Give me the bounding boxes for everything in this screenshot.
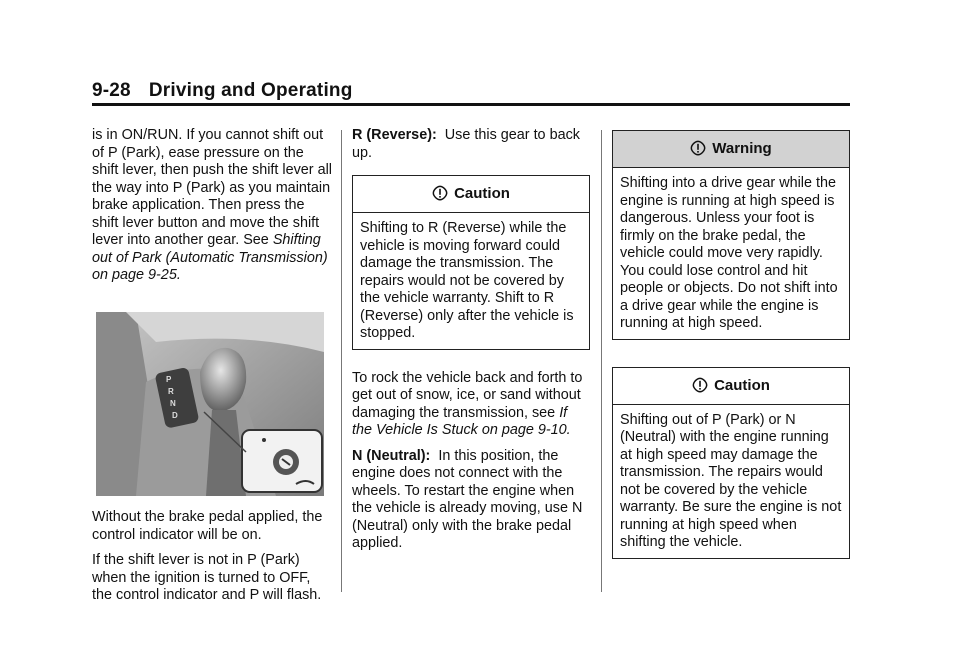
brake-indicator-paragraph: Without the brake pedal applied, the control indicator will be on.: [92, 509, 323, 543]
caution-title: Caution: [714, 376, 770, 394]
vehicle-stuck-link[interactable]: If the Vehicle Is Stuck on page 9-10.: [352, 404, 571, 438]
svg-text:R: R: [168, 387, 174, 396]
svg-text:P: P: [166, 375, 172, 384]
caution-body: Shifting out of P (Park) or N (Neutral) with the engine running at high speed may damage the transmission. The repairs would not be covered by the vehicle warranty. Be sure the engine is not running at high speed when shifting the vehicle.: [620, 411, 842, 550]
neutral-label: N (Neutral):: [352, 447, 431, 464]
reverse-text: Use this gear to back up.: [352, 127, 580, 161]
svg-text:N: N: [170, 399, 176, 408]
reverse-label: R (Reverse):: [352, 127, 437, 143]
caution-header: [613, 368, 849, 405]
neutral-paragraph: [352, 448, 590, 553]
intro-text: is in ON/RUN. If you cannot shift out of P (Park), ease pressure on the shift lever, then push the shift lever all the way into P (Park) as you maintain brake application. Then press the shift lever button and move the shift lever into another gear. See: [92, 127, 332, 248]
caution-symbol-icon: [432, 185, 448, 201]
caution-body: Shifting to R (Reverse) while the vehicle is moving forward could damage the transmission. The repairs would not be covered by the vehicle warranty. Shift to R (Reverse) only after the vehicle is stopped.: [360, 220, 574, 341]
page-number: 9-28: [92, 80, 131, 101]
column-divider: [341, 130, 342, 592]
high-speed-caution-box: [612, 367, 850, 559]
caution-symbol-icon: [692, 377, 708, 393]
ignition-off-paragraph: If the shift lever is not in P (Park) when the ignition is turned to OFF, the control indicator and P will flash.: [92, 552, 322, 603]
section-title: Driving and Operating: [148, 80, 353, 101]
shifting-out-of-park-link[interactable]: Shifting out of Park (Automatic Transmission) on page 9-25.: [92, 232, 328, 283]
reverse-caution-box: [352, 175, 590, 350]
rock-vehicle-text: To rock the vehicle back and forth to get out of snow, ice, or sand without damaging the transmission, see: [352, 369, 583, 421]
warning-symbol-icon: [690, 140, 706, 156]
rock-vehicle-paragraph: [352, 370, 590, 440]
column-1-lower: [92, 509, 332, 613]
neutral-text: In this position, the engine does not connect with the wheels. To restart the engine when the vehicle is already moving, use N (Neutral) only with the brake pedal applied.: [352, 447, 583, 551]
reverse-paragraph: [352, 127, 590, 162]
caution-header: [353, 176, 589, 213]
header-rule: [92, 103, 850, 106]
page-header: [92, 80, 353, 102]
warning-box: [612, 130, 850, 340]
column-1: [92, 127, 332, 293]
shift-lever-photo: [96, 312, 324, 496]
intro-paragraph: [92, 127, 332, 285]
warning-title: Warning: [712, 140, 772, 157]
svg-text:D: D: [172, 411, 178, 420]
warning-body: Shifting into a drive gear while the engine is running at high speed is dangerous. Unless your foot is firmly on the brake pedal, the vehicle could move very rapidly. You could lose control and hit people or objects. Do not shift into a drive gear while the engine is running at high speed.: [620, 175, 838, 331]
caution-title: Caution: [454, 185, 510, 202]
warning-header: [613, 131, 849, 168]
column-3: [612, 130, 850, 559]
column-divider: [601, 130, 602, 592]
column-2: [352, 127, 590, 561]
